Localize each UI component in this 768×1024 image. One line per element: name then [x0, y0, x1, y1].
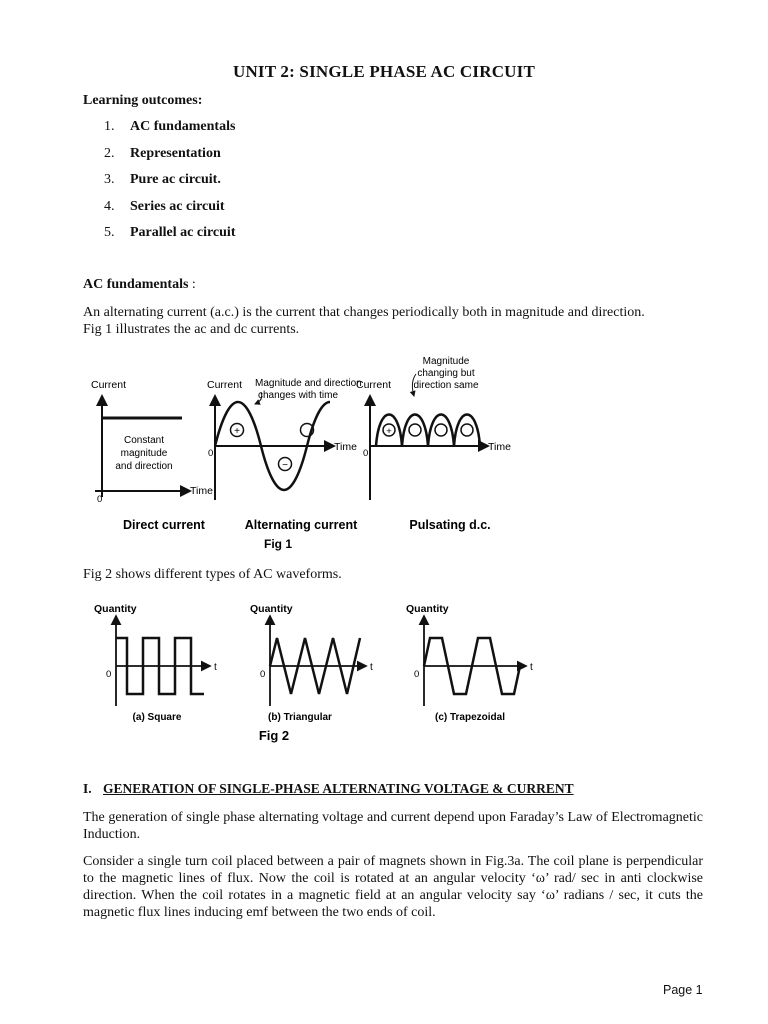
fig2-square-xlabel: t — [214, 662, 217, 673]
fig1-panel1-ylabel: Current — [91, 379, 127, 391]
section-1-heading: I. GENERATION OF SINGLE-PHASE ALTERNATING VOLTAGE & CURRENT — [83, 781, 574, 796]
fig1-panel3-ylabel: Current — [356, 379, 392, 391]
figure-1 — [80, 352, 520, 552]
fig1-panel1-xlabel: Time — [190, 485, 213, 497]
fig2-trapezoidal-ylabel: Quantity — [406, 603, 449, 615]
list-item: 3. Pure ac circuit. — [104, 172, 221, 188]
fig2-caption: Fig 2 — [258, 728, 290, 743]
fig2-trapezoidal-panel — [406, 603, 533, 723]
svg-text:Constant: Constant — [123, 435, 165, 446]
list-item: 2. Representation — [104, 145, 221, 161]
fig2-trapezoidal-xlabel: t — [530, 662, 533, 673]
fig1-panel2-ylabel: Current — [207, 379, 243, 391]
section-1-paragraph-2: Consider a single turn coil placed between a pair of magnets shown in Fig.3a. The coil plane is perpendicular to the magnetic lines of flux. Now the coil is rotated at an angular velocity ‘ω’ rad/ sec in anti clockwise direction. When the coil rotates in a magnetic field at an angular velocity say ‘ω’ radians / sec, it cuts the magnetic flux lines inducing emf between the two ends of coil. — [83, 854, 703, 920]
fig1-panel1-title: Direct current — [123, 518, 205, 532]
svg-text:changing but: changing but — [417, 368, 475, 379]
fig2-triangular-origin: 0 — [260, 669, 266, 680]
svg-text:Magnitude: Magnitude — [422, 356, 470, 367]
page-number: Page 1 — [663, 983, 703, 997]
svg-text:Magnitude and direction: Magnitude and direction — [255, 378, 362, 389]
fig2-square-panel — [94, 603, 217, 723]
fig1-alternating-current-panel — [207, 378, 362, 532]
fig2-triangular-panel — [250, 603, 373, 723]
fig1-pulsating-plus-label: + — [386, 426, 392, 437]
fig2-triangular-ylabel: Quantity — [250, 603, 293, 615]
fig1-minus-label: − — [282, 460, 288, 471]
fig1-plus-label: + — [234, 426, 240, 437]
list-item: 4. Series ac circuit — [104, 198, 225, 214]
fig2-triangular-title: (b) Triangular — [268, 712, 332, 723]
ac-fundamentals-heading: AC fundamentals : — [83, 277, 196, 292]
fig1-panel3-origin: 0 — [363, 448, 369, 459]
section-1-paragraph-1: The generation of single phase alternating voltage and current depend upon Faraday’s Law of Electromagnetic Induction. — [83, 810, 703, 842]
fig1-direct-current-panel — [91, 379, 213, 532]
fig1-caption: Fig 1 — [263, 537, 293, 551]
fig2-square-title: (a) Square — [132, 712, 182, 723]
svg-text:and direction: and direction — [115, 461, 173, 472]
fig1-panel2-xlabel: Time — [334, 441, 357, 453]
learning-outcomes-heading: Learning outcomes: — [83, 93, 203, 108]
fig2-triangular-xlabel: t — [370, 662, 373, 673]
fig1-panel3-title: Pulsating d.c. — [409, 518, 491, 532]
fig1-panel3-xlabel: Time — [488, 441, 511, 453]
fig2-square-ylabel: Quantity — [94, 603, 137, 615]
svg-text:magnitude: magnitude — [120, 448, 168, 459]
fig1-panel2-origin: 0 — [208, 448, 214, 459]
ac-fundamentals-paragraph: An alternating current (a.c.) is the current that changes periodically both in magnitude and direction. Fig 1 illustrates the ac and dc currents. — [83, 305, 645, 337]
fig2-square-origin: 0 — [106, 669, 112, 680]
learning-outcomes-list — [104, 119, 235, 252]
fig1-panel2-title: Alternating current — [244, 518, 358, 532]
page-title: UNIT 2: SINGLE PHASE AC CIRCUIT — [232, 62, 536, 81]
figure-2 — [80, 596, 550, 751]
list-item: 5. Parallel ac circuit — [104, 225, 236, 241]
svg-text:changes with time: changes with time — [258, 390, 339, 401]
fig2-intro: Fig 2 shows different types of AC waveforms. — [83, 567, 342, 582]
fig1-panel1-origin: 0 — [97, 494, 103, 505]
fig2-trapezoidal-origin: 0 — [414, 669, 420, 680]
fig1-pulsating-dc-panel — [356, 356, 511, 532]
fig2-trapezoidal-title: (c) Trapezoidal — [434, 712, 506, 723]
list-item: 1. AC fundamentals — [104, 119, 236, 134]
svg-text:direction same: direction same — [413, 380, 479, 391]
